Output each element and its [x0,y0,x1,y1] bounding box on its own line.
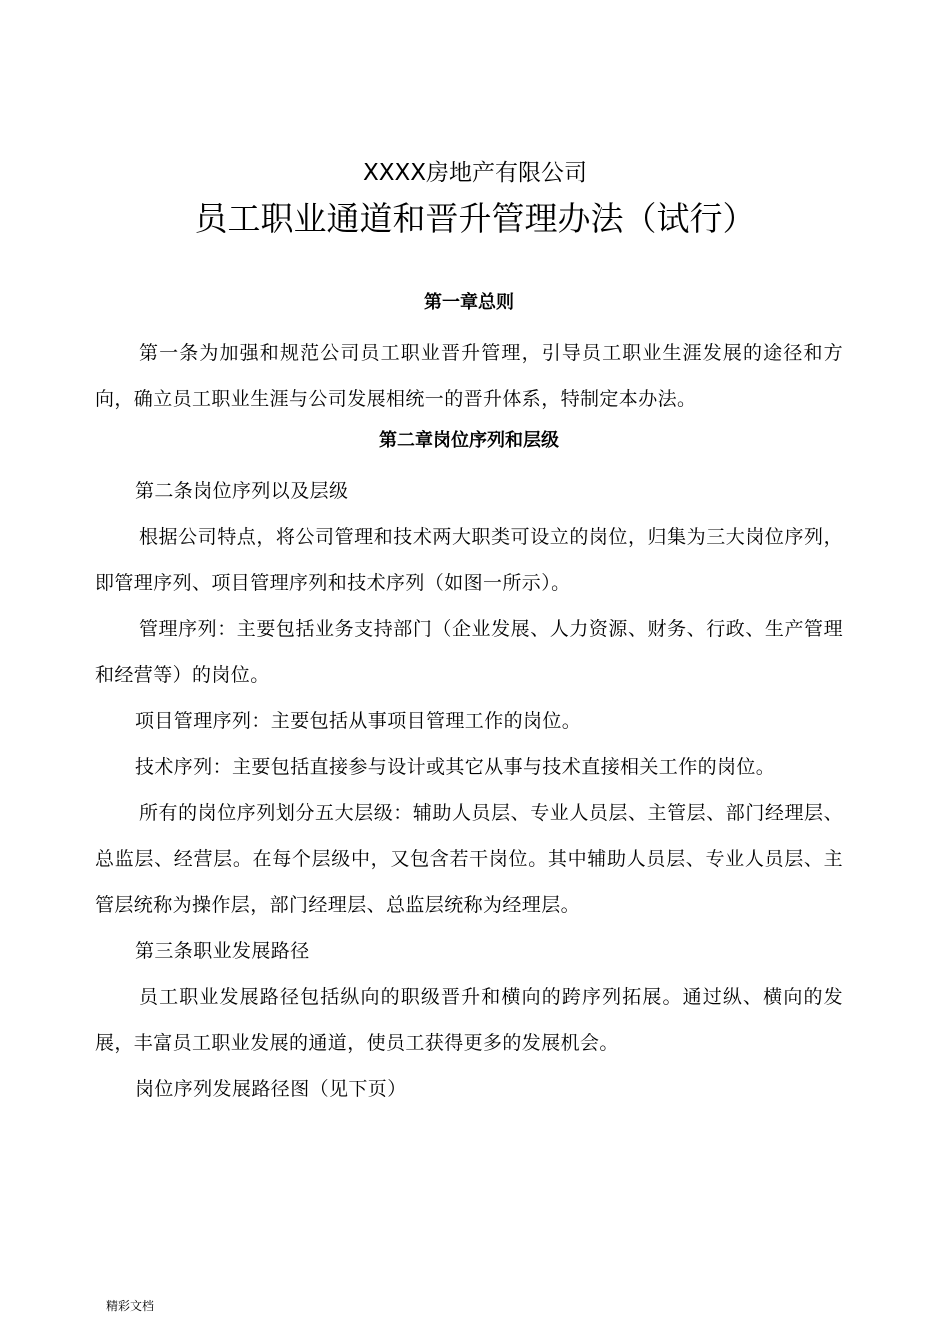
document-title: 员工职业通道和晋升管理办法（试行） [194,199,756,238]
career-path-paragraph: 员工职业发展路径包括纵向的职级晋升和横向的跨序列拓展。通过纵、横向的发展，丰富员工职业发展的通道，使员工获得更多的发展机会。 [95,986,843,1054]
footer-note: 精彩文档 [106,1299,155,1313]
chapter-1-heading: 第一章总则 [424,292,514,313]
path-diagram-reference: 岗位序列发展路径图（见下页） [135,1078,407,1100]
article-2-title: 第二条岗位序列以及层级 [135,480,349,502]
project-sequence-paragraph: 项目管理序列：主要包括从事项目管理工作的岗位。 [135,710,582,732]
levels-paragraph: 所有的岗位序列划分五大层级：辅助人员层、专业人员层、主管层、部门经理层、总监层、经营层。在每个层级中，又包含若干岗位。其中辅助人员层、专业人员层、主管层统称为操作层，部门经理层、总监层统称为经理层。 [95,802,843,916]
article-1-paragraph: 第一条为加强和规范公司员工职业晋升管理，引导员工职业生涯发展的途径和方向，确立员工职业生涯与公司发展相统一的晋升体系，特制定本办法。 [95,342,843,410]
technical-sequence-paragraph: 技术序列：主要包括直接参与设计或其它从事与技术直接相关工作的岗位。 [135,756,776,778]
company-name: XXXX房地产有限公司 [362,160,588,186]
management-sequence-paragraph: 管理序列：主要包括业务支持部门（企业发展、人力资源、财务、行政、生产管理和经营等）的岗位。 [95,618,843,686]
chapter-2-heading: 第二章岗位序列和层级 [379,430,559,451]
document-body [95,284,843,1112]
sequence-paragraph: 根据公司特点，将公司管理和技术两大职类可设立的岗位，归集为三大岗位序列，即管理序列、项目管理序列和技术序列（如图一所示）。 [95,526,843,594]
article-3-title: 第三条职业发展路径 [135,940,310,962]
